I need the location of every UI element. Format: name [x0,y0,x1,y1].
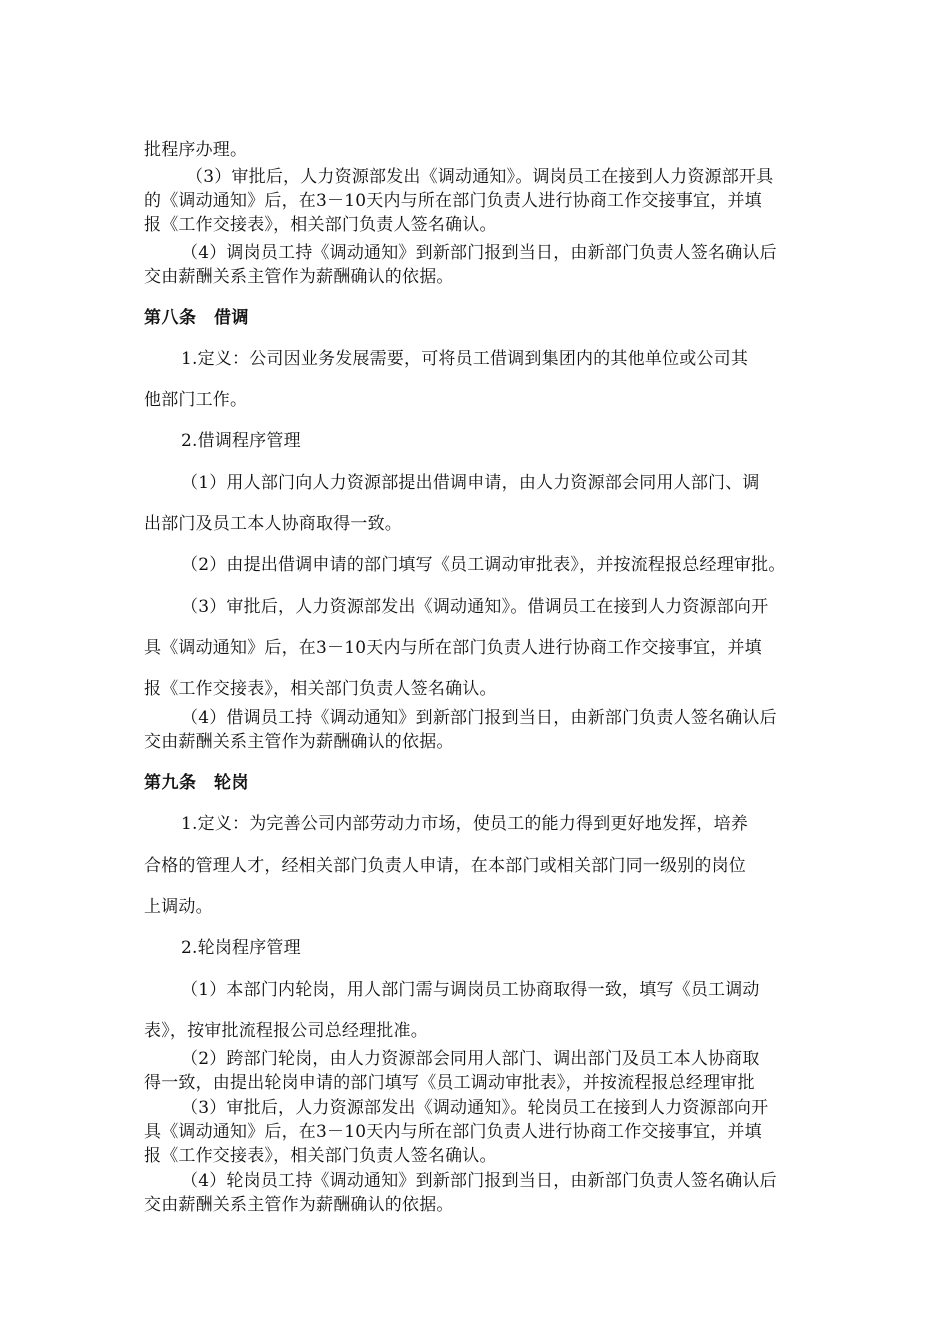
text-line: 上调动。 [144,897,213,917]
text-line: 交由薪酬关系主管作为薪酬确认的依据。 [144,732,454,752]
text-line: （3）审批后，人力资源部发出《调动通知》。调岗员工在接到人力资源部开具 [186,167,774,187]
text-line: 批程序办理。 [144,140,248,160]
text-line: 的《调动通知》后，在3－10天内与所在部门负责人进行协商工作交接事宜，并填 [144,191,762,211]
text-line: 合格的管理人才，经相关部门负责人申请，在本部门或相关部门同一级别的岗位 [144,856,746,876]
section-heading-article-9: 第九条 轮岗 [144,773,249,793]
section-heading-article-8: 第八条 借调 [144,308,249,328]
text-line: （2）由提出借调申请的部门填写《员工调动审批表》，并按流程报总经理审批。 [181,555,786,575]
text-line: 1.定义：为完善公司内部劳动力市场，使员工的能力得到更好地发挥，培养 [181,814,749,834]
text-line: 报《工作交接表》，相关部门负责人签名确认。 [144,215,497,235]
text-line: 1.定义：公司因业务发展需要，可将员工借调到集团内的其他单位或公司其 [181,349,749,369]
text-line: 2.借调程序管理 [181,431,301,451]
text-line: 具《调动通知》后，在3－10天内与所在部门负责人进行协商工作交接事宜，并填 [144,1122,762,1142]
text-line: （4）调岗员工持《调动通知》到新部门报到当日，由新部门负责人签名确认后 [181,243,777,263]
text-line: （4）轮岗员工持《调动通知》到新部门报到当日，由新部门负责人签名确认后 [181,1171,777,1191]
text-line: （1）本部门内轮岗，用人部门需与调岗员工协商取得一致，填写《员工调动 [181,980,760,1000]
text-line: （1）用人部门向人力资源部提出借调申请，由人力资源部会同用人部门、调 [181,473,760,493]
text-line: 具《调动通知》后，在3－10天内与所在部门负责人进行协商工作交接事宜，并填 [144,638,762,658]
text-line: （4）借调员工持《调动通知》到新部门报到当日，由新部门负责人签名确认后 [181,708,777,728]
text-line: 得一致，由提出轮岗申请的部门填写《员工调动审批表》，并按流程报总经理审批 [144,1073,755,1093]
text-line: 出部门及员工本人协商取得一致。 [144,514,402,534]
text-line: 报《工作交接表》，相关部门负责人签名确认。 [144,679,497,699]
text-line: （2）跨部门轮岗，由人力资源部会同用人部门、调出部门及员工本人协商取 [181,1049,760,1069]
text-line: 他部门工作。 [144,390,248,410]
text-line: 交由薪酬关系主管作为薪酬确认的依据。 [144,267,454,287]
text-line: （3）审批后，人力资源部发出《调动通知》。轮岗员工在接到人力资源部向开 [181,1098,769,1118]
text-line: 表》，按审批流程报公司总经理批准。 [144,1021,428,1041]
text-line: 2.轮岗程序管理 [181,938,301,958]
text-line: 交由薪酬关系主管作为薪酬确认的依据。 [144,1195,454,1215]
text-line: （3）审批后，人力资源部发出《调动通知》。借调员工在接到人力资源部向开 [181,597,769,617]
text-line: 报《工作交接表》，相关部门负责人签名确认。 [144,1146,497,1166]
